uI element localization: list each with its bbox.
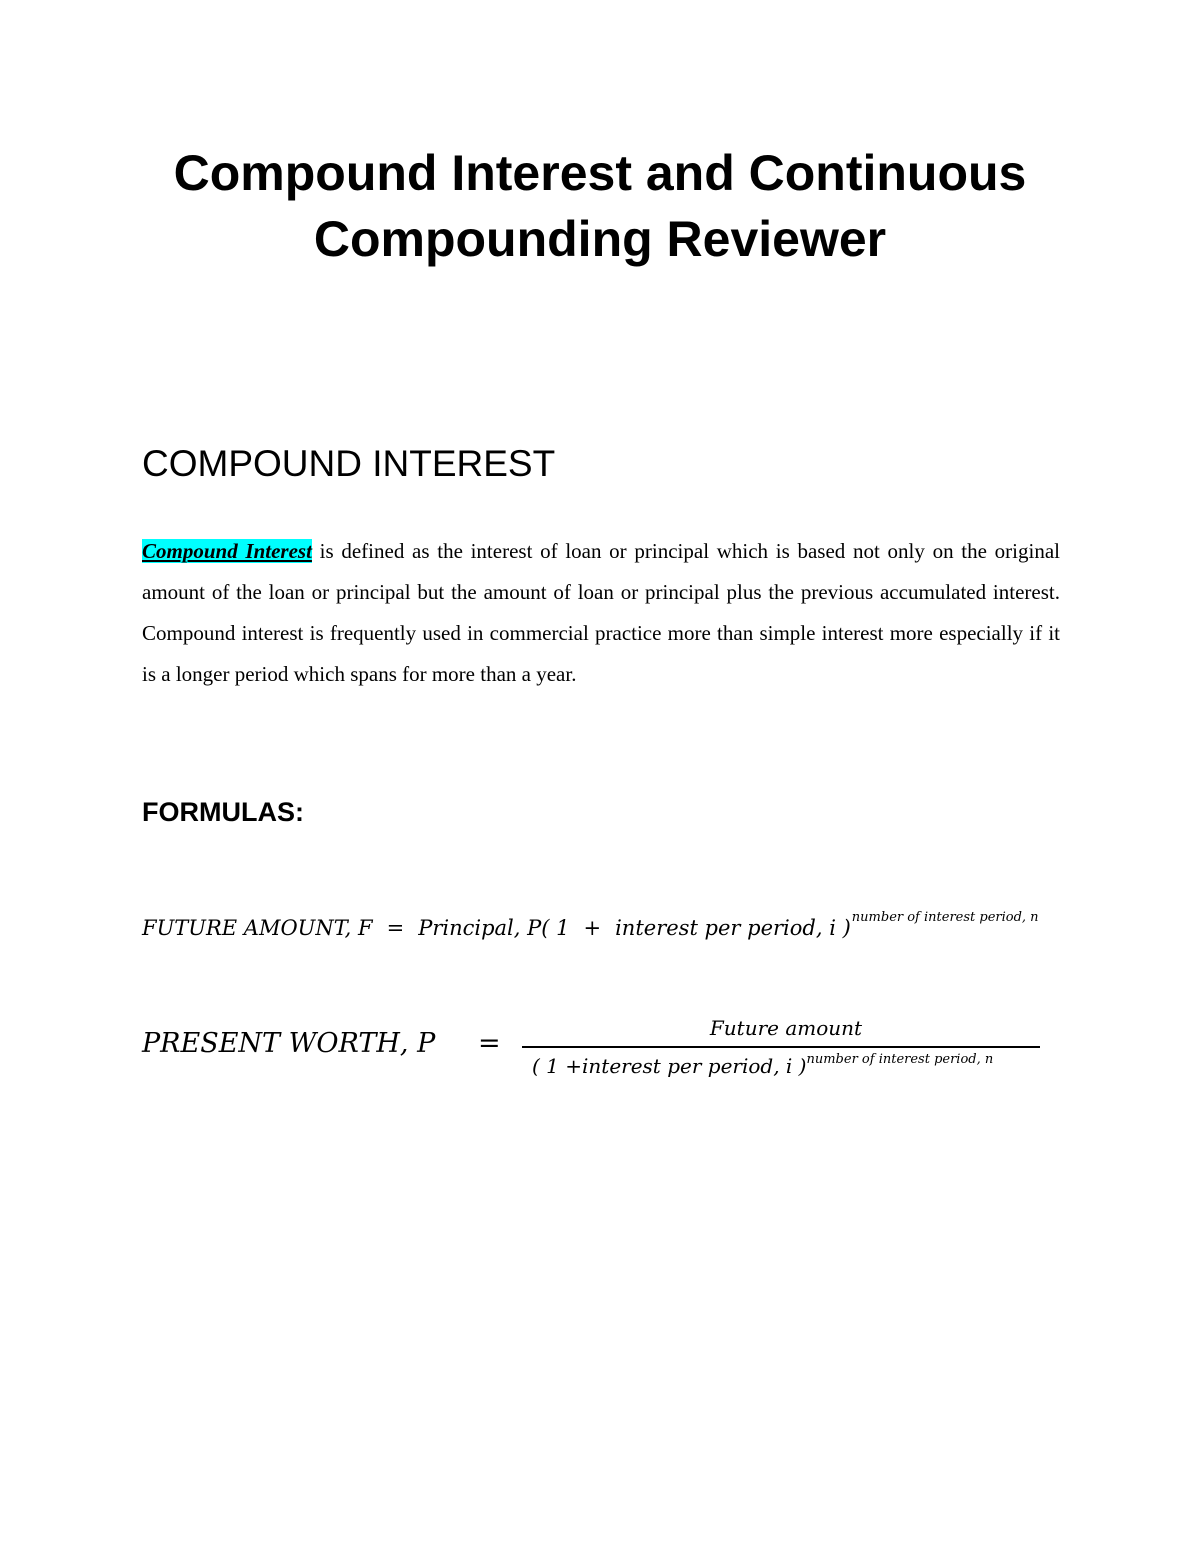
future-amount-plus: + xyxy=(583,916,602,940)
title-line-2: Compounding Reviewer xyxy=(313,211,887,267)
present-worth-lhs: PRESENT WORTH, P xyxy=(142,1028,436,1059)
denominator-exponent: number of interest period, n xyxy=(806,1052,994,1067)
future-amount-formula xyxy=(142,908,1039,952)
future-amount-exponent: number of interest period, n xyxy=(851,910,1039,925)
document-title xyxy=(100,140,1100,272)
formulas-heading: FORMULAS: xyxy=(142,797,304,827)
definition-paragraph xyxy=(142,531,1060,695)
future-amount-principal: Principal, P( 1 xyxy=(418,916,570,940)
future-amount-lhs: FUTURE AMOUNT, F xyxy=(142,916,373,940)
denominator-base: ( 1 +interest per period, i ) xyxy=(532,1054,807,1078)
present-worth-fraction xyxy=(522,1012,1040,1088)
highlighted-term: Compound Interest xyxy=(142,539,312,563)
fraction-numerator: Future amount xyxy=(709,1016,863,1040)
fraction-denominator xyxy=(522,1048,1040,1088)
future-amount-equals: = xyxy=(386,916,405,940)
title-line-1: Compound Interest and Continuous xyxy=(173,145,1027,201)
future-amount-rate: interest per period, i ) xyxy=(615,916,851,940)
section-heading: COMPOUND INTEREST xyxy=(142,443,556,484)
definition-text: is defined as the interest of loan or principal which is based not only on the original amount of the loan or principal but the amount of loan or principal plus the previous accumulated interest. Compound interest is frequently used in commercial practice more than simple interest more especially if it is a longer period which spans for more than a year. xyxy=(142,539,1060,686)
present-worth-equals: = xyxy=(478,1028,501,1059)
